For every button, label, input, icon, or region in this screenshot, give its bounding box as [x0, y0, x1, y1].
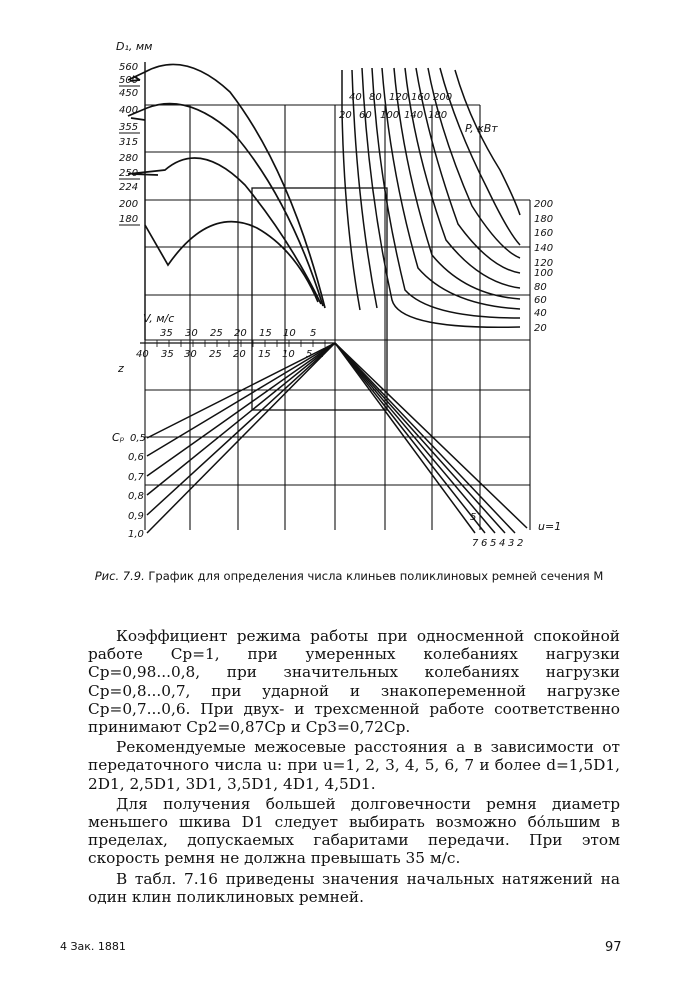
p-tick: 40	[534, 308, 547, 319]
u-rays	[335, 343, 527, 533]
d-tick: 500	[119, 75, 139, 86]
z-tick: 15	[258, 349, 271, 360]
u-tick: 2	[517, 538, 524, 549]
d-tick: 180	[119, 214, 139, 225]
d-tick: 224	[119, 182, 139, 193]
caption-label: Рис. 7.9.	[94, 569, 145, 583]
p-tick: 160	[534, 228, 554, 239]
caption-text: График для определения числа клиньев поликлиновых ремней сечения М	[148, 569, 604, 583]
p-tick: 60	[359, 110, 372, 121]
page-number: 97	[605, 940, 622, 955]
cp-tick: 0,5	[130, 433, 146, 444]
v-tick: 35	[160, 328, 173, 339]
p-axis-label: P, кВт	[465, 122, 498, 135]
cp-tick: 0,8	[128, 491, 144, 502]
cp-rays	[147, 343, 335, 533]
p-tick: 100	[534, 268, 554, 279]
v-tick: 15	[259, 328, 272, 339]
cp-label: Cₚ	[112, 431, 125, 444]
p-tick: 100	[380, 110, 400, 121]
body-text	[88, 627, 620, 906]
d-tick: 400	[119, 105, 139, 116]
d-tick: 355	[119, 122, 139, 133]
u-tick: 7	[472, 538, 479, 549]
z-tick: 40	[136, 349, 149, 360]
p-tick: 40	[349, 92, 362, 103]
cp-labels	[112, 431, 146, 540]
cp-tick: 0,7	[128, 472, 144, 483]
cp-tick: 1,0	[128, 529, 144, 540]
d-tick: 280	[119, 153, 139, 164]
z-tick: 35	[161, 349, 174, 360]
p-tick: 160	[411, 92, 431, 103]
footer-order: 4 Зак. 1881	[60, 940, 126, 953]
d-tick: 315	[119, 137, 139, 148]
paragraph: Рекомендуемые межосевые расстояния a в зависимости от передаточного числа u: при u=1, 2, 3, 4, 5, 6, 7 и более d=1,5D1, 2D1, 2,5D1, 3D1, 3,5D1, 4D1, 4,5D1.	[88, 738, 620, 793]
figure-caption	[60, 569, 638, 584]
u-label: u=1	[538, 520, 562, 533]
p-tick: 180	[428, 110, 448, 121]
v-tick: 20	[234, 328, 247, 339]
grid	[145, 105, 530, 530]
u-tick: 6	[481, 538, 488, 549]
d-tick: 450	[119, 88, 139, 99]
u-tick: 5	[470, 512, 477, 523]
z-tick: 30	[184, 349, 197, 360]
p-tick: 20	[339, 110, 352, 121]
p-tick: 80	[534, 282, 547, 293]
d-tick: 200	[119, 199, 139, 210]
p-tick: 140	[404, 110, 424, 121]
p-tick: 180	[534, 214, 554, 225]
u-tick: 3	[508, 538, 515, 549]
p-tick: 20	[534, 323, 547, 334]
z-tick: 10	[282, 349, 295, 360]
z-tick: 25	[209, 349, 222, 360]
p-right-labels	[534, 199, 553, 334]
p-top-labels	[339, 92, 498, 135]
v-axis-label: V, м/с	[143, 312, 175, 325]
z-tick: 5	[306, 349, 313, 360]
z-tick: 2	[318, 349, 325, 360]
v-tick: 5	[310, 328, 317, 339]
d-tick: 560	[119, 62, 139, 73]
z-tick: 20	[233, 349, 246, 360]
z-label: z	[118, 362, 124, 375]
p-tick: 60	[534, 295, 547, 306]
p-tick: 200	[433, 92, 453, 103]
paragraph: Коэффициент режима работы при односменной спокойной работе Cр=1, при умеренных колебаниях нагрузки Cр=0,98...0,8, при значительных колебаниях нагрузки Cр=0,8...0,7, при ударной и знакопеременной нагрузке Cр=0,7...0,6. При двух- и трехсменной работе соответственно принимают Cр2=0,87Cр и Cр3=0,72Cр.	[88, 627, 620, 737]
d1-axis-label: D₁, мм	[116, 40, 153, 53]
u-tick: 4	[499, 538, 506, 549]
cp-tick: 0,9	[128, 511, 144, 522]
paragraph: В табл. 7.16 приведены значения начальных натяжений на один клин поликлиновых ремней.	[88, 869, 620, 906]
u-tick: 5	[490, 538, 497, 549]
d-tick: 250	[119, 168, 139, 179]
power-curves	[342, 68, 520, 327]
v-tick: 10	[283, 328, 296, 339]
p-tick: 80	[369, 92, 382, 103]
v-axis	[143, 312, 316, 339]
v-tick: 30	[185, 328, 198, 339]
p-tick: 200	[534, 199, 554, 210]
diameter-curves	[128, 64, 325, 308]
p-tick: 140	[534, 243, 554, 254]
v-tick: 25	[210, 328, 223, 339]
p-tick: 120	[534, 258, 554, 269]
p-tick: 120	[389, 92, 409, 103]
paragraph: Для получения большей долговечности ремня диаметр меньшего шкива D1 следует выбирать возможно бо́льшим в пределах, допускаемых габаритами передачи. При этом скорость ремня не должна превышать 35 м/с.	[88, 794, 620, 868]
cp-tick: 0,6	[128, 452, 144, 463]
